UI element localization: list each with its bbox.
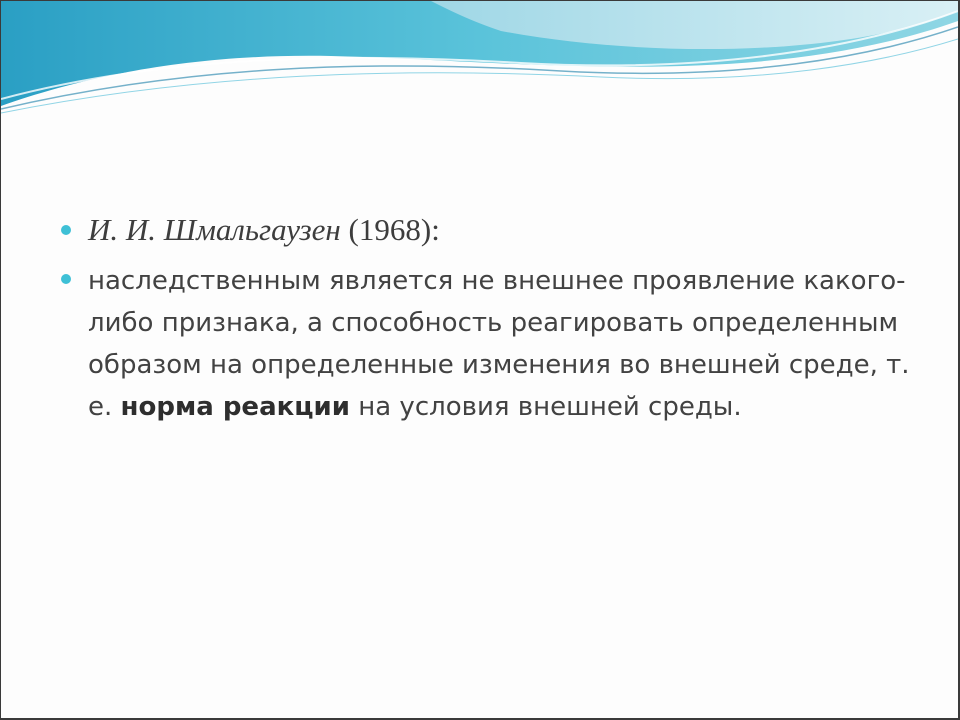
- author-year: (1968):: [340, 212, 440, 247]
- bullet-item-author: [61, 208, 921, 252]
- header-wave-decoration: [1, 1, 958, 121]
- bullet-dot-icon: [61, 225, 71, 235]
- author-name: И. И. Шмальгаузен: [88, 212, 341, 247]
- definition-text-after: на условия внешней среды.: [349, 392, 742, 422]
- slide: [1, 1, 958, 718]
- definition-text-before: наследственным является не внешнее проявление какого-либо признака, а способность реагировать определенным образом на определенные изменения во внешней среде, т. е.: [88, 266, 910, 422]
- definition-emphasis: норма реакции: [120, 392, 350, 422]
- bullet-dot-icon: [61, 274, 71, 284]
- bullet-item-definition: [61, 260, 921, 428]
- bullet-list: [61, 208, 921, 436]
